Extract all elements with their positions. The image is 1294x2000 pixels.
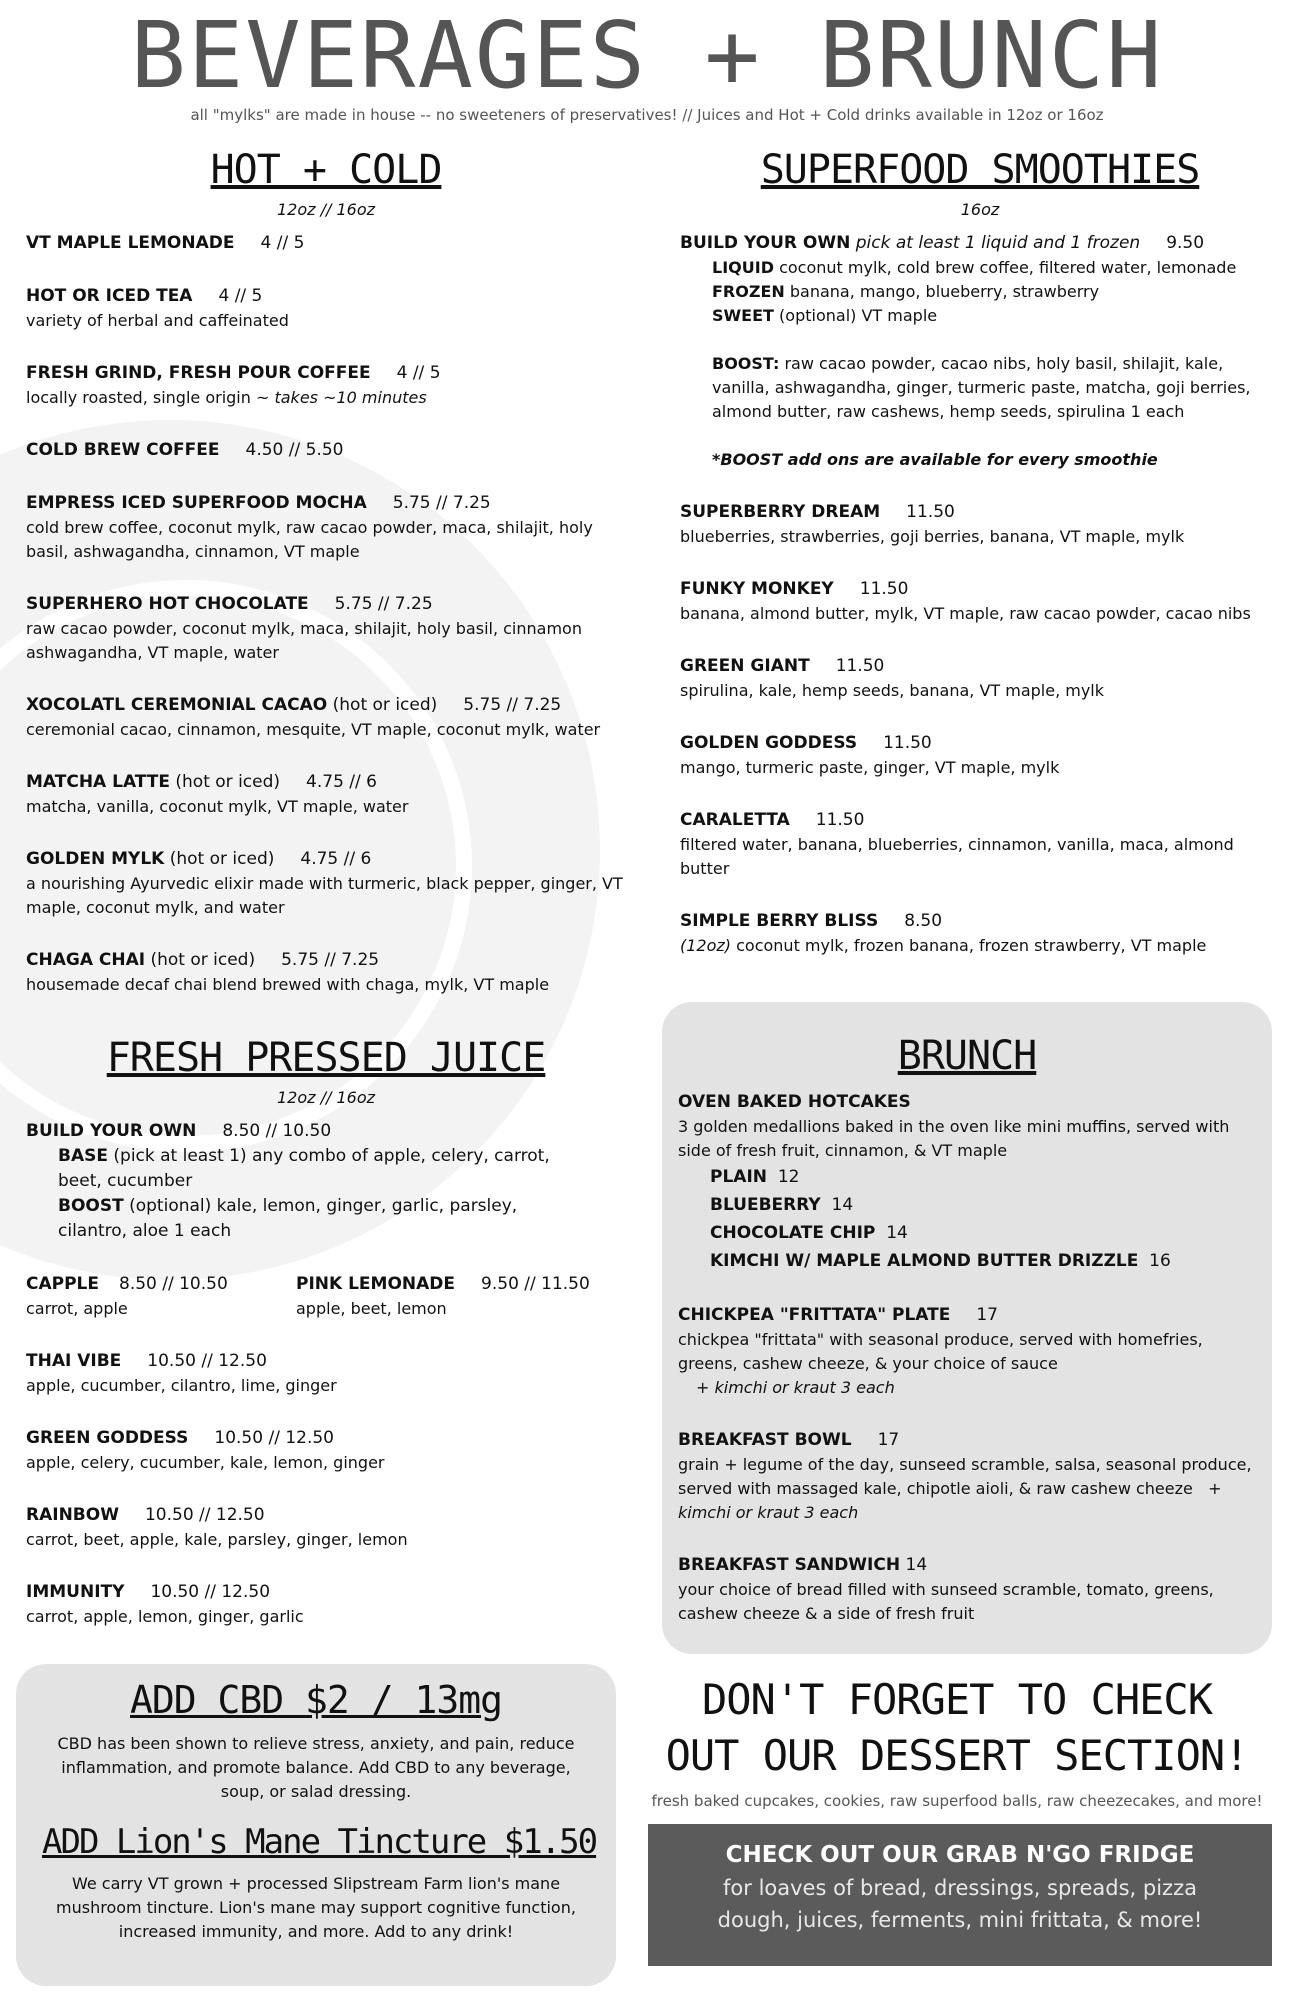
juice-base: [26, 1144, 626, 1194]
item-desc: [680, 934, 1280, 958]
hot-cold-heading: HOT + COLD: [210, 147, 442, 193]
boost-note: *BOOST add ons are available for every smoothie: [712, 450, 1158, 469]
item-desc: apple, celery, cucumber, kale, lemon, ginger: [26, 1453, 385, 1472]
lions-mane-desc: We carry VT grown + processed Slipstream Farm lion's mane mushroom tincture. Lion's mane may support cognitive function, increased immunity, and more. Add to any drink!: [56, 1874, 576, 1941]
item-desc: [678, 1453, 1256, 1525]
menu-item: [26, 1503, 626, 1528]
item-name: EMPRESS ICED SUPERFOOD MOCHA: [26, 493, 367, 513]
item-desc-italic: (12oz): [680, 936, 732, 955]
fridge-box: [648, 1824, 1272, 1966]
item-desc: chickpea "frittata" with seasonal produce, served with homefries, greens, cashew cheeze, & your choice of sauce: [678, 1330, 1203, 1373]
item-price: 8.50 // 10.50: [119, 1274, 228, 1294]
item-price: 17: [877, 1430, 900, 1450]
sandwich-item: [678, 1553, 1256, 1578]
item-name: GREEN GIANT: [680, 656, 810, 676]
item-name: GOLDEN GODDESS: [680, 733, 858, 753]
item-price: 4.50 // 5.50: [245, 440, 344, 460]
item-price: 8.50 // 10.50: [222, 1121, 332, 1141]
item-note: (hot or iced): [327, 695, 438, 715]
fridge-desc: for loaves of bread, dressings, spreads, pizza dough, juices, ferments, mini frittata, & more!: [717, 1876, 1203, 1932]
item-name: BUILD YOUR OWN: [680, 233, 851, 253]
item-price: 5.75 // 7.25: [463, 695, 562, 715]
menu-item: [680, 577, 1280, 602]
item-price: 10.50 // 12.50: [144, 1505, 265, 1525]
dessert-line2: OUT OUR DESSERT SECTION!: [665, 1731, 1249, 1780]
menu-item: [296, 1272, 590, 1321]
juice-heading: FRESH PRESSED JUICE: [106, 1035, 546, 1081]
item-price: 14: [905, 1555, 928, 1575]
item-name: PINK LEMONADE: [296, 1274, 456, 1294]
item-price: 8.50: [904, 911, 943, 931]
item-desc: ceremonial cacao, cinnamon, mesquite, VT maple, coconut mylk, water: [26, 720, 601, 739]
item-desc-text: locally roasted, single origin ~: [26, 388, 275, 407]
item-price: 5.75 // 7.25: [334, 594, 433, 614]
smoothies-sizes: 16oz: [960, 200, 1000, 219]
cbd-desc: CBD has been shown to relieve stress, anxiety, and pain, reduce inflammation, and promote balance. Add CBD to any beverage, soup, or salad dressing.: [57, 1734, 575, 1801]
frozen-label: FROZEN: [712, 282, 785, 301]
item-desc: mango, turmeric paste, ginger, VT maple, mylk: [680, 758, 1060, 777]
item-name: RAINBOW: [26, 1505, 119, 1525]
menu-item: [26, 1426, 626, 1451]
option-price: 14: [831, 1195, 854, 1215]
item-desc: blueberries, strawberries, goji berries, banana, VT maple, mylk: [680, 527, 1185, 546]
juice-pair-row: [26, 1272, 626, 1321]
menu-item: [26, 438, 626, 463]
menu-item: [26, 1349, 626, 1374]
option-name: BLUEBERRY: [710, 1195, 821, 1215]
byo-frozen: [680, 280, 1280, 304]
item-desc: apple, beet, lemon: [296, 1299, 447, 1318]
item-name: CHAGA CHAI: [26, 950, 146, 970]
brunch-box: [662, 1002, 1272, 1654]
base-label: BASE: [58, 1146, 108, 1166]
option-name: KIMCHI W/ MAPLE ALMOND BUTTER DRIZZLE: [710, 1251, 1139, 1271]
item-name: BUILD YOUR OWN: [26, 1121, 197, 1141]
item-name: CHICKPEA "FRITTATA" PLATE: [678, 1305, 951, 1325]
menu-item: [680, 500, 1280, 525]
item-name: OVEN BAKED HOTCAKES: [678, 1092, 911, 1112]
smoothies-heading: SUPERFOOD SMOOTHIES: [760, 147, 1200, 193]
menu-item: [26, 1580, 626, 1605]
menu-item: [680, 909, 1280, 934]
item-desc-italic: takes ~10 minutes: [274, 388, 427, 407]
item-desc: your choice of bread filled with sunseed scramble, tomato, greens, cashew cheeze & a side of fresh fruit: [678, 1580, 1214, 1623]
dessert-sub: fresh baked cupcakes, cookies, raw superfood balls, raw cheezecakes, and more!: [651, 1792, 1263, 1810]
cbd-heading: ADD CBD $2 / 13mg: [130, 1678, 502, 1722]
frittata-item: [678, 1303, 1256, 1328]
item-price: 11.50: [859, 579, 909, 599]
item-price: 9.50 // 11.50: [481, 1274, 590, 1294]
hotcake-option: [678, 1247, 1256, 1275]
byo-boost: [680, 352, 1280, 424]
item-name: FUNKY MONKEY: [680, 579, 834, 599]
menu-item: [680, 731, 1280, 756]
item-price: 4 // 5: [260, 233, 305, 253]
item-price: 11.50: [815, 810, 865, 830]
item-desc: carrot, apple, lemon, ginger, garlic: [26, 1607, 304, 1626]
item-price: 5.75 // 7.25: [281, 950, 380, 970]
item-desc: [26, 386, 626, 410]
brunch-heading: BRUNCH: [897, 1033, 1037, 1079]
item-desc-text: coconut mylk, frozen banana, frozen strawberry, VT maple: [731, 936, 1207, 955]
dessert-callout: [630, 1672, 1284, 1810]
item-price: 10.50 // 12.50: [150, 1582, 271, 1602]
item-price: 4 // 5: [218, 286, 263, 306]
page-subtitle: all "mylks" are made in house -- no sweeteners of preservatives! // Juices and Hot + Cold drinks available in 12oz or 16oz: [190, 106, 1104, 124]
item-name: XOCOLATL CEREMONIAL CACAO: [26, 695, 328, 715]
item-instruction: pick at least 1 liquid and 1 frozen: [855, 233, 1141, 253]
menu-item: [26, 592, 626, 617]
item-name: THAI VIBE: [26, 1351, 122, 1371]
item-price: 10.50 // 12.50: [147, 1351, 267, 1371]
hotcake-option: [678, 1219, 1256, 1247]
item-desc: 3 golden medallions baked in the oven like mini muffins, served with side of fresh fruit, cinnamon, & VT maple: [678, 1117, 1230, 1160]
item-desc: filtered water, banana, blueberries, cinnamon, vanilla, maca, almond butter: [680, 835, 1234, 878]
sweet-options: (optional) VT maple: [779, 306, 938, 325]
option-price: 16: [1149, 1251, 1171, 1271]
item-name: HOT OR ICED TEA: [26, 286, 193, 306]
smoothies-section: [680, 146, 1280, 958]
item-name: BREAKFAST BOWL: [678, 1430, 852, 1450]
sweet-label: SWEET: [712, 306, 774, 325]
menu-item: [680, 808, 1280, 833]
fridge-heading: CHECK OUT OUR GRAB N'GO FRIDGE: [725, 1842, 1195, 1868]
item-name: SIMPLE BERRY BLISS: [680, 911, 879, 931]
menu-item: [26, 231, 626, 256]
item-name: IMMUNITY: [26, 1582, 125, 1602]
item-name: CAPPLE: [26, 1274, 99, 1294]
liquid-label: LIQUID: [712, 258, 774, 277]
hotcakes-item: [678, 1090, 1256, 1115]
item-price: 11.50: [883, 733, 932, 753]
item-name: SUPERHERO HOT CHOCOLATE: [26, 594, 309, 614]
boost-options: (optional) kale, lemon, ginger, garlic, parsley, cilantro, aloe 1 each: [58, 1196, 518, 1241]
item-name: GREEN GODDESS: [26, 1428, 189, 1448]
item-addon: + kimchi or kraut 3 each: [696, 1378, 895, 1397]
item-price: 17: [976, 1305, 998, 1325]
boost-label: BOOST: [58, 1196, 124, 1216]
item-price: 9.50: [1166, 233, 1205, 253]
item-desc: carrot, apple: [26, 1299, 128, 1318]
menu-item: [26, 1272, 296, 1321]
item-desc: matcha, vanilla, coconut mylk, VT maple, water: [26, 797, 409, 816]
liquid-options: coconut mylk, cold brew coffee, filtered water, lemonade: [779, 258, 1237, 277]
hot-cold-section: [26, 146, 626, 997]
frozen-options: banana, mango, blueberry, strawberry: [789, 282, 1100, 301]
menu-item: [26, 361, 626, 386]
item-desc: raw cacao powder, coconut mylk, maca, shilajit, holy basil, cinnamon ashwagandha, VT maple, water: [26, 619, 582, 662]
hot-cold-sizes: 12oz // 16oz: [276, 200, 376, 219]
option-name: CHOCOLATE CHIP: [710, 1223, 876, 1243]
lions-mane-heading: ADD Lion's Mane Tincture $1.50: [42, 1822, 597, 1862]
menu-item: [26, 693, 626, 718]
option-price: 12: [777, 1167, 800, 1187]
item-price: 5.75 // 7.25: [392, 493, 491, 513]
juice-sizes: 12oz // 16oz: [276, 1088, 376, 1107]
item-price: 11.50: [835, 656, 885, 676]
option-price: 14: [886, 1223, 908, 1243]
item-name: GOLDEN MYLK: [26, 849, 165, 869]
item-desc-text: grain + legume of the day, sunseed scramble, salsa, seasonal produce, served with massaged kale, chipotle aioli, & raw cashew cheeze: [678, 1455, 1252, 1498]
item-price: 4.75 // 6: [306, 772, 377, 792]
juice-section: [26, 1034, 626, 1629]
menu-item: [26, 491, 626, 516]
item-desc: carrot, beet, apple, kale, parsley, ginger, lemon: [26, 1530, 408, 1549]
menu-item: [26, 284, 626, 309]
menu-item: [680, 654, 1280, 679]
item-desc: banana, almond butter, mylk, VT maple, raw cacao powder, cacao nibs: [680, 604, 1251, 623]
item-name: VT MAPLE LEMONADE: [26, 233, 235, 253]
item-desc: cold brew coffee, coconut mylk, raw cacao powder, maca, shilajit, holy basil, ashwagandha, cinnamon, VT maple: [26, 518, 593, 561]
base-options: (pick at least 1) any combo of apple, celery, carrot, beet, cucumber: [58, 1146, 550, 1191]
addons-box: [16, 1664, 616, 1986]
menu-item: [26, 847, 626, 872]
item-note: (hot or iced): [170, 772, 281, 792]
item-desc: spirulina, kale, hemp seeds, banana, VT maple, mylk: [680, 681, 1105, 700]
item-name: SUPERBERRY DREAM: [680, 502, 881, 522]
item-price: 11.50: [906, 502, 955, 522]
item-name: COLD BREW COFFEE: [26, 440, 220, 460]
byo-liquid: [680, 256, 1280, 280]
item-price: 10.50 // 12.50: [214, 1428, 334, 1448]
boost-label: BOOST:: [712, 354, 780, 373]
item-price: 4.75 // 6: [300, 849, 372, 869]
item-note: (hot or iced): [164, 849, 275, 869]
item-desc: a nourishing Ayurvedic elixir made with turmeric, black pepper, ginger, VT maple, coconut mylk, and water: [26, 874, 623, 917]
smoothie-byo: [680, 231, 1280, 256]
item-desc: housemade decaf chai blend brewed with chaga, mylk, VT maple: [26, 975, 550, 994]
boost-options: raw cacao powder, cacao nibs, holy basil, shilajit, kale, vanilla, ashwagandha, ginger, turmeric paste, matcha, goji berries, almond butter, raw cashews, hemp seeds, spirulina 1 each: [712, 354, 1251, 421]
item-addon: + kimchi or kraut 3 each: [678, 1479, 1222, 1522]
bowl-item: [678, 1428, 1256, 1453]
menu-item: [26, 948, 626, 973]
item-desc: apple, cucumber, cilantro, lime, ginger: [26, 1376, 337, 1395]
option-name: PLAIN: [710, 1167, 768, 1187]
item-price: 4 // 5: [396, 363, 441, 383]
juice-boost: [26, 1194, 626, 1244]
item-name: BREAKFAST SANDWICH: [678, 1555, 901, 1575]
menu-item: [26, 770, 626, 795]
item-name: FRESH GRIND, FRESH POUR COFFEE: [26, 363, 371, 383]
item-name: MATCHA LATTE: [26, 772, 170, 792]
hotcake-option: [678, 1163, 1256, 1191]
juice-byo: [26, 1119, 626, 1144]
byo-sweet: [680, 304, 1280, 328]
item-name: CARALETTA: [680, 810, 790, 830]
item-note: (hot or iced): [145, 950, 256, 970]
item-desc: variety of herbal and caffeinated: [26, 311, 289, 330]
dessert-line1: DON'T FORGET TO CHECK: [701, 1675, 1212, 1724]
hotcake-option: [678, 1191, 1256, 1219]
page-title: BEVERAGES + BRUNCH: [130, 2, 1164, 109]
